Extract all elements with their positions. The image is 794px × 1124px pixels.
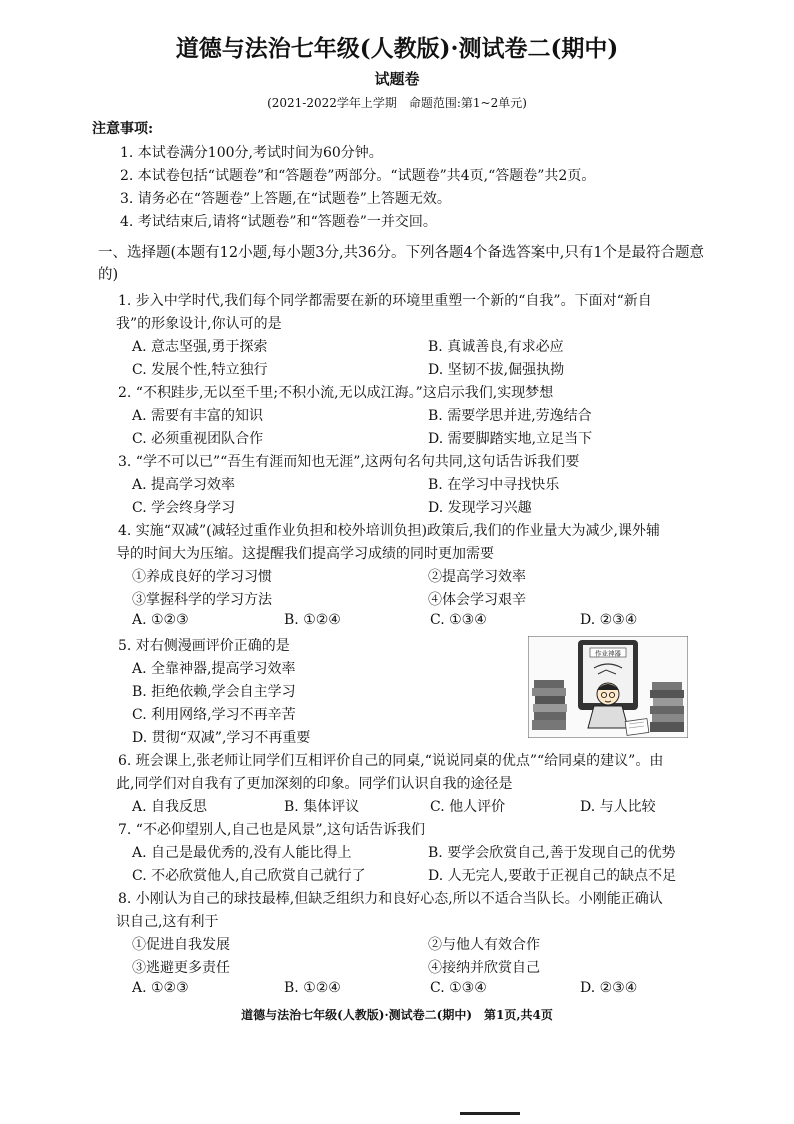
q3-stem: 3. “学不可以已”“吾生有涯而知也无涯”,这两句名句共同,这句话告诉我们要 <box>118 454 580 470</box>
q1-option-a: A. 意志坚强,勇于探索 <box>132 339 268 355</box>
papers-icon <box>625 719 649 736</box>
q2-stem: 2. “不积跬步,无以至千里;不积小流,无以成江海。”这启示我们,实现梦想 <box>118 385 554 401</box>
q8-statement-4: ④接纳并欣赏自己 <box>428 960 540 976</box>
q4-option-a: A. ①②③ <box>132 612 189 628</box>
q4-option-c: C. ①③④ <box>430 612 487 628</box>
q4-statement-2: ②提高学习效率 <box>428 569 526 585</box>
q8-stem-cont: 识自己,这有利于 <box>116 914 219 930</box>
q6-option-a: A. 自我反思 <box>132 799 208 815</box>
q5-stem: 5. 对右侧漫画评价正确的是 <box>118 638 290 654</box>
q2-option-d: D. 需要脚踏实地,立足当下 <box>428 431 593 447</box>
q3-option-d: D. 发现学习兴趣 <box>428 500 532 516</box>
q8-statement-2: ②与他人有效合作 <box>428 937 540 953</box>
q2-option-a: A. 需要有丰富的知识 <box>132 408 264 424</box>
q8-option-a: A. ①②③ <box>132 980 189 996</box>
scan-mark <box>460 1112 520 1115</box>
section-title: 一、选择题(本题有12小题,每小题3分,共36分。下列各题4个备选答案中,只有1个是最符合题意的) <box>98 245 705 283</box>
q8-statement-3: ③逃避更多责任 <box>132 960 230 976</box>
q1-stem: 1. 步入中学时代,我们每个同学都需要在新的环境里重塑一个新的“自我”。下面对“新自 <box>118 293 652 309</box>
cartoon-label: 作业神器 <box>595 649 621 658</box>
q1-option-b: B. 真诚善良,有求必应 <box>428 339 564 355</box>
q7-option-b: B. 要学会欣赏自己,善于发现自己的优势 <box>428 845 676 861</box>
q2-option-b: B. 需要学思并进,劳逸结合 <box>428 408 592 424</box>
q1-option-d: D. 坚韧不拔,倔强执拗 <box>428 362 565 378</box>
q8-statement-1: ①促进自我发展 <box>132 937 230 953</box>
q4-statement-4: ④体会学习艰辛 <box>428 592 526 608</box>
q6-option-b: B. 集体评议 <box>284 799 360 815</box>
q6-option-d: D. 与人比较 <box>580 799 656 815</box>
note-item: 2. 本试卷包括“试题卷”和“答题卷”两部分。“试题卷”共4页,“答题卷”共2页。 <box>120 168 596 184</box>
q8-option-b: B. ①②④ <box>284 980 341 996</box>
q2-option-c: C. 必须重视团队合作 <box>132 431 264 447</box>
q5-option-a: A. 全靠神器,提高学习效率 <box>132 661 296 677</box>
q4-stem-cont: 导的时间大为压缩。这提醒我们提高学习成绩的同时更加需要 <box>116 546 494 562</box>
note-item: 3. 请务必在“答题卷”上答题,在“试题卷”上答题无效。 <box>120 191 451 207</box>
q6-stem: 6. 班会课上,张老师让同学们互相评价自己的同桌,“说说同桌的优点”“给同桌的建议”。由 <box>118 753 664 769</box>
q6-option-c: C. 他人评价 <box>430 799 506 815</box>
book-stack-right-icon <box>650 682 684 732</box>
q1-stem-cont: 我”的形象设计,你认可的是 <box>116 316 282 332</box>
note-item: 1. 本试卷满分100分,考试时间为60分钟。 <box>120 145 383 161</box>
q4-option-b: B. ①②④ <box>284 612 341 628</box>
q7-option-c: C. 不必欣赏他人,自己欣赏自己就行了 <box>132 868 366 884</box>
q7-stem: 7. “不必仰望别人,自己也是风景”,这句话告诉我们 <box>118 822 426 838</box>
q3-option-a: A. 提高学习效率 <box>132 477 236 493</box>
q4-stem: 4. 实施“双减”(减轻过重作业负担和校外培训负担)政策后,我们的作业量大为减少,课外辅 <box>118 523 660 539</box>
q4-statement-3: ③掌握科学的学习方法 <box>132 592 272 608</box>
q8-option-d: D. ②③④ <box>580 980 638 996</box>
exam-title: 道德与法治七年级(人教版)·测试卷二(期中) <box>175 35 619 62</box>
book-stack-left-icon <box>532 680 567 730</box>
q4-option-d: D. ②③④ <box>580 612 638 628</box>
q8-option-c: C. ①③④ <box>430 980 487 996</box>
q5-option-d: D. 贯彻“双减”,学习不再重要 <box>132 730 311 746</box>
q6-stem-cont: 此,同学们对自我有了更加深刻的印象。同学们认识自我的途径是 <box>116 776 513 792</box>
q3-option-b: B. 在学习中寻找快乐 <box>428 477 560 493</box>
q8-stem: 8. 小刚认为自己的球技最棒,但缺乏组织力和良好心态,所以不适合当队长。小刚能正确认 <box>118 891 663 907</box>
exam-meta: (2021-2022学年上学期 命题范围:第1~2单元) <box>267 96 527 110</box>
q5-option-c: C. 利用网络,学习不再辛苦 <box>132 707 296 723</box>
q7-option-a: A. 自己是最优秀的,没有人能比得上 <box>132 845 352 861</box>
page-footer: 道德与法治七年级(人教版)·测试卷二(期中) 第1页,共4页 <box>241 1008 553 1022</box>
q1-option-c: C. 发展个性,特立独行 <box>132 362 268 378</box>
notes-title: 注意事项: <box>92 121 154 137</box>
note-item: 4. 考试结束后,请将“试题卷”和“答题卷”一并交回。 <box>120 214 437 230</box>
q5-option-b: B. 拒绝依赖,学会自主学习 <box>132 684 296 700</box>
homework-tool-cartoon <box>528 636 688 738</box>
q3-option-c: C. 学会终身学习 <box>132 500 236 516</box>
q4-statement-1: ①养成良好的学习习惯 <box>132 569 272 585</box>
exam-subtitle: 试题卷 <box>374 70 420 88</box>
q7-option-d: D. 人无完人,要敢于正视自己的缺点不足 <box>428 868 677 884</box>
